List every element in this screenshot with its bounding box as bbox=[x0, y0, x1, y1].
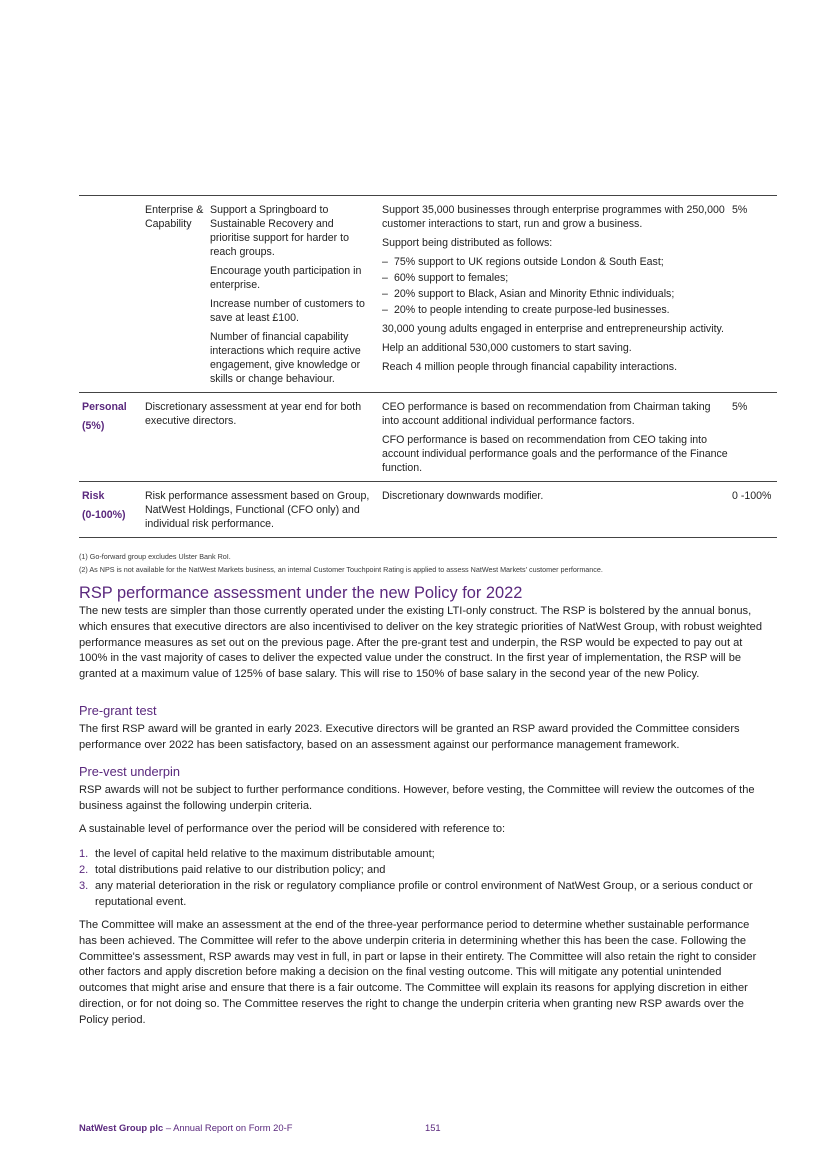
row-weight: 5% bbox=[732, 204, 748, 216]
footer-report: – Annual Report on Form 20-F bbox=[163, 1122, 293, 1133]
list-item: 3. any material deterioration in the risk or regulatory compliance profile or control environment of NatWest Group, or a serious conduct or reputational event. bbox=[79, 880, 753, 908]
table-row bbox=[79, 481, 777, 538]
category-weight: (0-100%) bbox=[82, 509, 126, 521]
category-weight: (5%) bbox=[82, 420, 105, 432]
row-details bbox=[382, 393, 732, 481]
footer bbox=[79, 1122, 292, 1133]
list-item: 1. the level of capital held relative to the maximum distributable amount; bbox=[79, 848, 435, 860]
performance-table bbox=[79, 195, 777, 538]
row-targets bbox=[210, 196, 382, 392]
pregrant-paragraph: The first RSP award will be granted in early 2023. Executive directors will be granted an RSP award provided the Committee considers performance over 2022 has been satisfactory, based on an assessment against our performance management framework. bbox=[79, 723, 740, 751]
category-label: Personal bbox=[82, 401, 127, 413]
target-text: Increase number of customers to save at least £100. bbox=[210, 298, 365, 324]
prevest-paragraph: RSP awards will not be subject to further performance conditions. However, before vesting, the Committee will review the outcomes of the business against the following underpin criteria. bbox=[79, 784, 755, 812]
detail-bullet: – 20% support to Black, Asian and Minority Ethnic individuals; bbox=[382, 288, 675, 300]
row-measure: Enterprise & Capability bbox=[145, 204, 204, 230]
detail-text: 30,000 young adults engaged in enterprise and entrepreneurship activity. bbox=[382, 323, 724, 335]
row-weight: 5% bbox=[732, 401, 748, 413]
closing-paragraph: The Committee will make an assessment at the end of the three-year performance period to determine whether sustainable performance has been achieved. The Committee will refer to the above underpin criteria in determining whether this has been the case. Following the Committee's assessment, RSP awards may vest in full, in part or lapse in their entirety. The Committee will also retain the right to consider other factors and apply discretion before making a decision on the final vesting outcome. This will mitigate any potential unintended outcomes that might arise and ensure that there is a fair outcome. The Committee will explain its reasons for applying discretion in either direction, or for not doing so. The Committee reserves the right to change the underpin criteria when granting new RSP awards over the Policy period. bbox=[79, 919, 757, 1026]
detail-text: Discretionary downwards modifier. bbox=[382, 490, 544, 502]
section-title: RSP performance assessment under the new Policy for 2022 bbox=[79, 584, 523, 602]
row-category bbox=[79, 196, 145, 392]
row-category bbox=[79, 482, 145, 537]
row-category bbox=[79, 393, 145, 481]
page-number: 151 bbox=[425, 1122, 441, 1133]
prevest-heading: Pre-vest underpin bbox=[79, 764, 181, 779]
detail-text: CFO performance is based on recommendation from CEO taking into account individual performance goals and the performance of the Finance function. bbox=[382, 434, 728, 474]
row-details bbox=[382, 482, 732, 537]
sustainable-paragraph: A sustainable level of performance over the period will be considered with reference to: bbox=[79, 823, 506, 835]
row-weight: 0 -100% bbox=[732, 490, 772, 502]
footnote: (1) Go-forward group excludes Ulster Bank RoI. bbox=[79, 552, 231, 561]
detail-text: Help an additional 530,000 customers to start saving. bbox=[382, 342, 632, 354]
detail-text: Support 35,000 businesses through enterprise programmes with 250,000 customer interactions to start, run and grow a business. bbox=[382, 204, 725, 230]
intro-paragraph: The new tests are simpler than those currently operated under the existing LTI-only construct. The RSP is bolstered by the annual bonus, which ensures that executive directors are also incentivised to deliver on the key strategic priorities of NatWest Group, with robust weighted performance measures as set out on the previous page. After the pre-grant test and underpin, the RSP would be expected to pay out at 100% in the vast majority of cases to deliver the expected value under the construct. In the first year of implementation, the RSP will be granted at a maximum value of 125% of base salary. This will rise to 150% of base salary in the second year of the new Policy. bbox=[79, 605, 763, 681]
detail-text: CEO performance is based on recommendation from Chairman taking into account additional individual performance factors. bbox=[382, 401, 711, 427]
target-text: Support a Springboard to Sustainable Recovery and prioritise support for harder to reach groups. bbox=[210, 204, 349, 258]
detail-text: Reach 4 million people through financial capability interactions. bbox=[382, 361, 678, 373]
table-row bbox=[79, 392, 777, 481]
target-text: Number of financial capability interactions which require active engagement, give knowledge or skills or change behaviour. bbox=[210, 331, 361, 385]
pregrant-heading: Pre-grant test bbox=[79, 703, 157, 718]
detail-bullet: – 20% to people intending to create purpose-led businesses. bbox=[382, 304, 670, 316]
category-label: Risk bbox=[82, 490, 105, 502]
target-text: Encourage youth participation in enterprise. bbox=[210, 265, 362, 291]
detail-bullet: – 75% support to UK regions outside London & South East; bbox=[382, 256, 664, 268]
footer-company: NatWest Group plc bbox=[79, 1122, 164, 1133]
detail-text: Support being distributed as follows: bbox=[382, 237, 553, 249]
row-measure: Risk performance assessment based on Group, NatWest Holdings, Functional (CFO only) and individual risk performance. bbox=[145, 490, 370, 530]
detail-bullet: – 60% support to females; bbox=[382, 272, 509, 284]
table-row bbox=[79, 195, 777, 392]
row-measure: Discretionary assessment at year end for both executive directors. bbox=[145, 401, 362, 427]
row-details bbox=[382, 196, 732, 392]
footnote: (2) As NPS is not available for the NatWest Markets business, an internal Customer Touchpoint Rating is applied to assess NatWest Markets' customer performance. bbox=[79, 565, 603, 574]
list-item: 2. total distributions paid relative to our distribution policy; and bbox=[79, 864, 386, 876]
